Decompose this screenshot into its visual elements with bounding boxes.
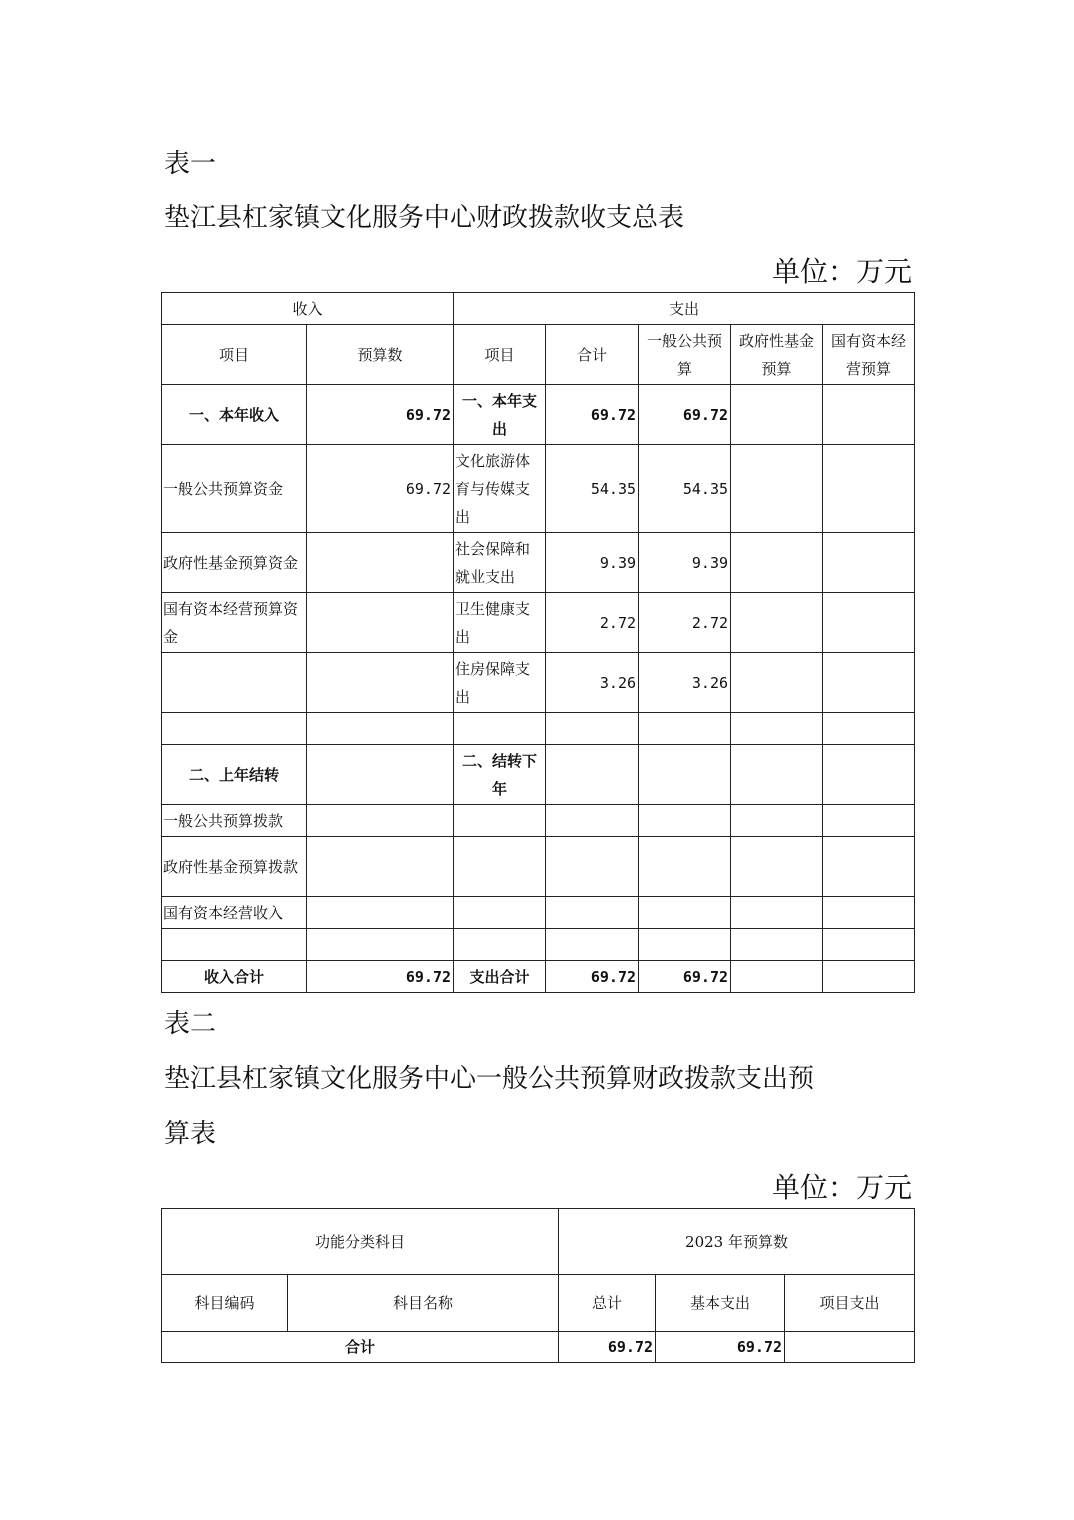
cell-in-item: 政府性基金预算资金	[162, 533, 307, 593]
cell-total	[546, 897, 639, 929]
cell-state	[823, 897, 915, 929]
cell-total: 69.72	[546, 961, 639, 993]
cell-out-item: 一、本年支出	[454, 385, 546, 445]
header-code: 科目编码	[162, 1275, 288, 1332]
header-func: 功能分类科目	[162, 1209, 559, 1275]
table2-title-line1: 垫江县杠家镇文化服务中心一般公共预算财政拨款支出预	[164, 1064, 815, 1094]
table1-income-expense-summary	[161, 292, 915, 993]
cell-total	[546, 929, 639, 961]
cell-general: 2.72	[639, 593, 731, 653]
cell-total	[546, 837, 639, 897]
cell-in-item	[162, 653, 307, 713]
cell-gov	[731, 961, 823, 993]
cell-in-val	[307, 533, 454, 593]
header-item: 项目	[162, 325, 307, 385]
cell-gov	[731, 837, 823, 897]
header-gov-fund: 政府性基金预算	[731, 325, 823, 385]
table-row	[162, 929, 915, 961]
table2-label: 表二	[164, 1009, 217, 1039]
cell-state	[823, 533, 915, 593]
cell-total	[546, 805, 639, 837]
cell-state	[823, 593, 915, 653]
cell-gov	[731, 897, 823, 929]
cell-gov	[731, 445, 823, 533]
cell-total: 2.72	[546, 593, 639, 653]
cell-general: 3.26	[639, 653, 731, 713]
cell-out-item	[454, 837, 546, 897]
cell-in-item	[162, 713, 307, 745]
cell-in-item: 一、本年收入	[162, 385, 307, 445]
cell-gov	[731, 745, 823, 805]
cell-total: 9.39	[546, 533, 639, 593]
cell-project	[785, 1332, 915, 1363]
table1-label: 表一	[164, 149, 217, 179]
cell-state	[823, 445, 915, 533]
table-row	[162, 897, 915, 929]
table-row	[162, 805, 915, 837]
cell-out-item: 二、结转下年	[454, 745, 546, 805]
cell-gov	[731, 653, 823, 713]
cell-state	[823, 653, 915, 713]
cell-total	[546, 745, 639, 805]
table1-title: 垫江县杠家镇文化服务中心财政拨款收支总表	[164, 203, 685, 233]
header-budget: 预算数	[307, 325, 454, 385]
cell-in-val	[307, 929, 454, 961]
cell-gov	[731, 929, 823, 961]
cell-general: 54.35	[639, 445, 731, 533]
header-item2: 项目	[454, 325, 546, 385]
cell-in-val: 69.72	[307, 961, 454, 993]
cell-state	[823, 961, 915, 993]
cell-in-val	[307, 805, 454, 837]
cell-gov	[731, 593, 823, 653]
cell-out-item: 社会保障和就业支出	[454, 533, 546, 593]
header-income: 收入	[162, 293, 454, 325]
header-basic: 基本支出	[656, 1275, 785, 1332]
table2-title-line2: 算表	[164, 1119, 217, 1149]
header-total: 合计	[546, 325, 639, 385]
header-project: 项目支出	[785, 1275, 915, 1332]
cell-general: 69.72	[639, 385, 731, 445]
cell-total: 69.72	[559, 1332, 656, 1363]
table-row	[162, 745, 915, 805]
cell-in-val	[307, 837, 454, 897]
cell-in-val	[307, 653, 454, 713]
table-row	[162, 385, 915, 445]
cell-out-item	[454, 929, 546, 961]
table-row	[162, 713, 915, 745]
cell-in-val: 69.72	[307, 445, 454, 533]
header-name: 科目名称	[288, 1275, 559, 1332]
cell-in-item: 国有资本经营收入	[162, 897, 307, 929]
cell-gov	[731, 533, 823, 593]
cell-general: 9.39	[639, 533, 731, 593]
table2-unit: 单位：万元	[771, 1171, 912, 1204]
cell-state	[823, 929, 915, 961]
cell-gov	[731, 385, 823, 445]
cell-state	[823, 713, 915, 745]
cell-out-item: 支出合计	[454, 961, 546, 993]
cell-general: 69.72	[639, 961, 731, 993]
cell-general	[639, 805, 731, 837]
cell-in-item: 一般公共预算资金	[162, 445, 307, 533]
cell-general	[639, 837, 731, 897]
cell-general	[639, 897, 731, 929]
cell-state	[823, 837, 915, 897]
header-total: 总计	[559, 1275, 656, 1332]
cell-state	[823, 385, 915, 445]
table-row	[162, 533, 915, 593]
cell-total: 54.35	[546, 445, 639, 533]
cell-total: 69.72	[546, 385, 639, 445]
cell-gov	[731, 805, 823, 837]
cell-in-val: 69.72	[307, 385, 454, 445]
cell-out-item: 文化旅游体育与传媒支出	[454, 445, 546, 533]
cell-in-item	[162, 929, 307, 961]
cell-out-item: 卫生健康支出	[454, 593, 546, 653]
cell-out-item	[454, 897, 546, 929]
cell-state	[823, 745, 915, 805]
cell-in-val	[307, 745, 454, 805]
table-row	[162, 1332, 915, 1363]
table2-general-budget-expense	[161, 1208, 915, 1363]
cell-in-val	[307, 713, 454, 745]
cell-out-item	[454, 805, 546, 837]
cell-in-item: 政府性基金预算拨款	[162, 837, 307, 897]
table-row	[162, 653, 915, 713]
cell-general	[639, 745, 731, 805]
cell-basic: 69.72	[656, 1332, 785, 1363]
cell-total	[546, 713, 639, 745]
cell-total-label: 合计	[162, 1332, 559, 1363]
cell-general	[639, 713, 731, 745]
cell-general	[639, 929, 731, 961]
cell-in-val	[307, 897, 454, 929]
table-row	[162, 961, 915, 993]
table-row	[162, 837, 915, 897]
table-row	[162, 445, 915, 533]
cell-in-item: 一般公共预算拨款	[162, 805, 307, 837]
table1-unit: 单位：万元	[771, 255, 912, 288]
cell-in-item: 二、上年结转	[162, 745, 307, 805]
cell-state	[823, 805, 915, 837]
cell-in-val	[307, 593, 454, 653]
cell-in-item: 国有资本经营预算资金	[162, 593, 307, 653]
cell-out-item	[454, 713, 546, 745]
header-year-budget: 2023 年预算数	[559, 1209, 915, 1275]
cell-total: 3.26	[546, 653, 639, 713]
table-row	[162, 593, 915, 653]
header-state-capital: 国有资本经营预算	[823, 325, 915, 385]
cell-out-item: 住房保障支出	[454, 653, 546, 713]
header-general: 一般公共预算	[639, 325, 731, 385]
header-expense: 支出	[454, 293, 915, 325]
cell-gov	[731, 713, 823, 745]
cell-in-item: 收入合计	[162, 961, 307, 993]
